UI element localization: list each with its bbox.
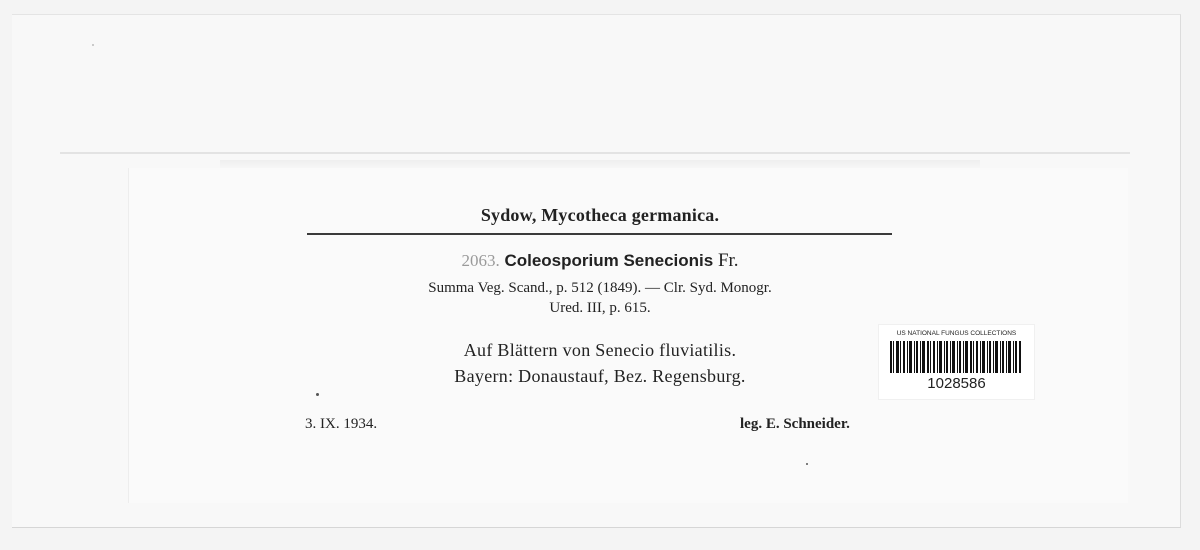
exsiccata-number: 2063. [461, 251, 500, 270]
collection-date: 3. IX. 1934. [305, 416, 378, 432]
barcode-institution: US NATIONAL FUNGUS COLLECTIONS [896, 330, 1017, 337]
locality-line: Bayern: Donaustauf, Bez. Regensburg. [454, 366, 746, 386]
species-name: Coleosporium Senecionis [504, 251, 714, 270]
species-line [300, 250, 900, 272]
envelope-flap-shadow [220, 160, 980, 168]
ink-speck [316, 393, 319, 396]
species-author: Fr. [717, 250, 739, 271]
fold-line [60, 152, 1130, 154]
barcode-number: 1028586 [927, 375, 986, 392]
barcode-label [878, 324, 1035, 400]
collector: leg. E. Schneider. [740, 416, 850, 432]
reference-line-2: Ured. III, p. 615. [549, 300, 651, 316]
reference-line-1: Summa Veg. Scand., p. 512 (1849). — Clr. Syd. Monogr. [428, 280, 772, 296]
title-rule [307, 233, 892, 235]
ink-speck [92, 44, 94, 46]
barcode-icon [890, 341, 1022, 373]
ink-speck [806, 463, 808, 465]
exsiccata-title: Sydow, Mycotheca germanica. [480, 205, 720, 225]
host-line: Auf Blättern von Senecio fluviatilis. [463, 340, 737, 360]
label-edge [128, 168, 129, 503]
